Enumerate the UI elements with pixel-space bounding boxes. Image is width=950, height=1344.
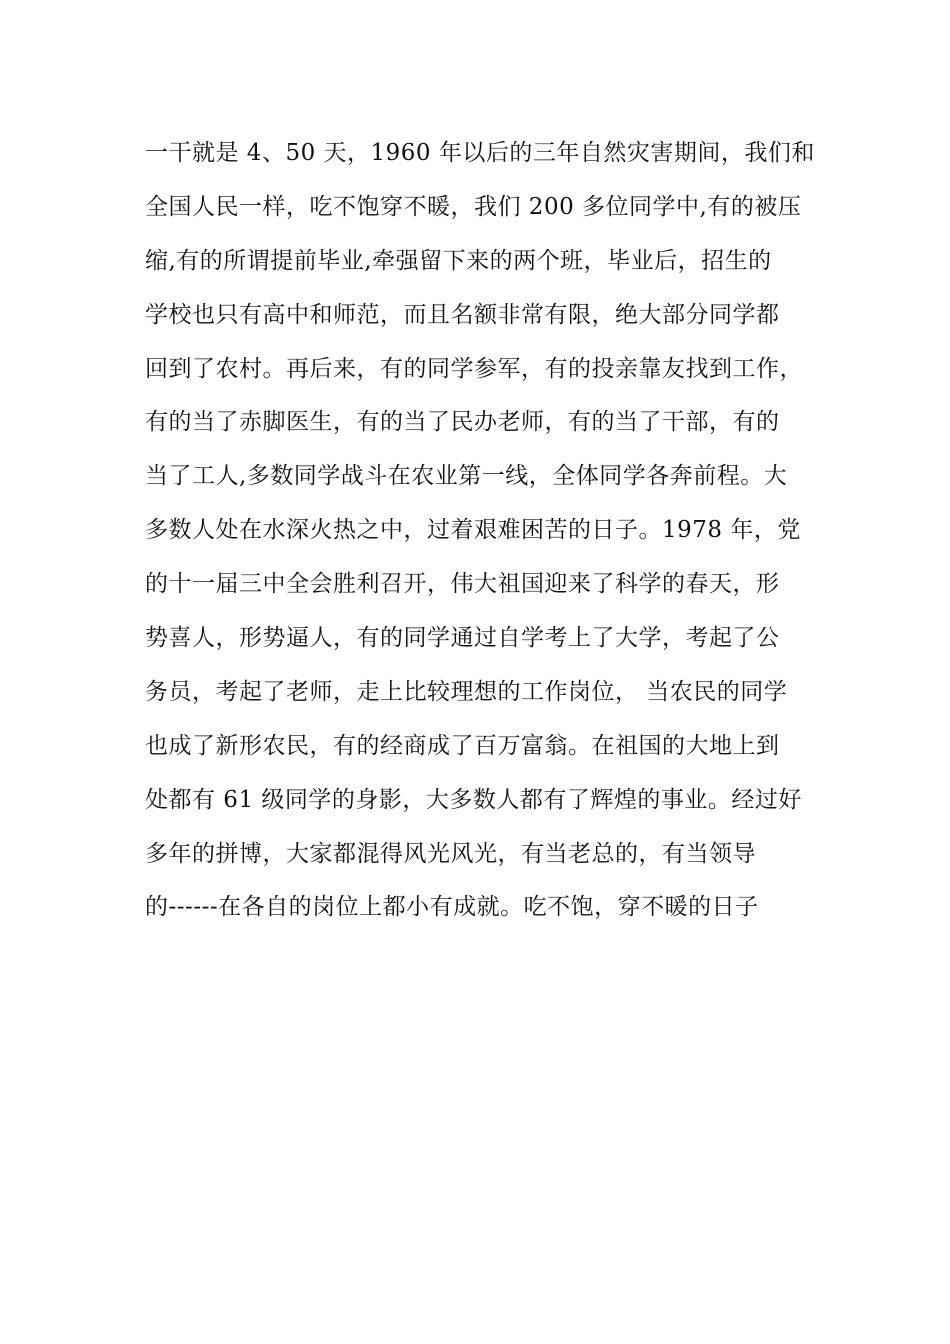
text-line: 一干就是 4、50 天，1960 年以后的三年自然灾害期间，我们和	[145, 140, 815, 166]
text-line: 势喜人，形势逼人，有的同学通过自学考上了大学，考起了公	[145, 625, 780, 652]
text-line: 多数人处在水深火热之中，过着艰难困苦的日子。1978 年，党	[145, 517, 801, 544]
text-line: 缩,有的所谓提前毕业,牵强留下来的两个班，毕业后，招生的	[145, 247, 772, 274]
text-line: 当了工人,多数同学战斗在农业第一线，全体同学各奔前程。大	[145, 463, 788, 490]
text-line: 有的当了赤脚医生，有的当了民办老师，有的当了干部，有的	[145, 409, 780, 436]
text-line: 的十一届三中全会胜利召开，伟大祖国迎来了科学的春天，形	[145, 571, 780, 598]
text-line: 回到了农村。再后来，有的同学参军，有的投亲靠友找到工作，	[145, 355, 803, 382]
text-line: 的------在各自的岗位上都小有成就。吃不饱，穿不暖的日子	[145, 894, 759, 921]
text-line: 多年的拼博，大家都混得风光风光，有当老总的，有当领导	[145, 840, 756, 867]
text-line: 务员，考起了老师，走上比较理想的工作岗位， 当农民的同学	[145, 678, 788, 705]
text-line: 学校也只有高中和师范，而且名额非常有限，绝大部分同学都	[145, 301, 780, 328]
text-line: 全国人民一样，吃不饱穿不暖，我们 200 多位同学中,有的被压	[145, 193, 802, 220]
body-text	[145, 131, 815, 939]
text-line: 也成了新形农民，有的经商成了百万富翁。在祖国的大地上到	[145, 732, 780, 759]
text-line: 处都有 61 级同学的身影，大多数人都有了辉煌的事业。经过好	[145, 786, 802, 813]
